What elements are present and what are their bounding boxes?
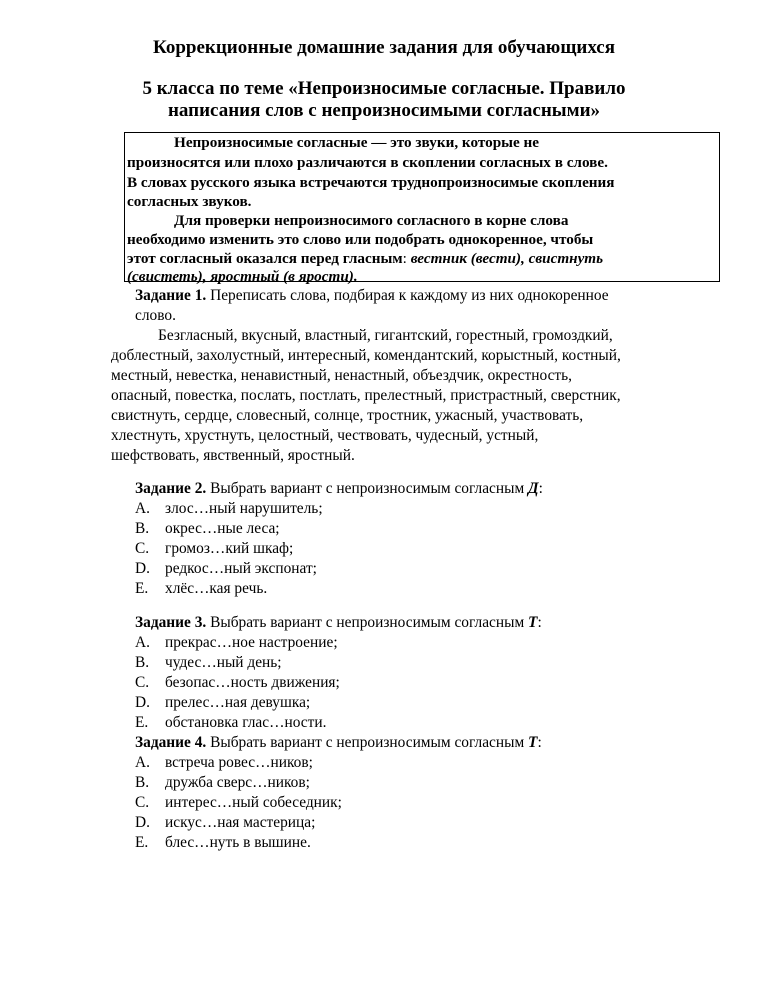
- document-title-line-3: написания слов с непроизносимыми согласными»: [167, 100, 601, 121]
- task-3-letter: Т: [528, 614, 538, 631]
- task-2-label: Задание 2.: [135, 480, 207, 497]
- rule-line-1: Непроизносимые согласные — это звуки, которые не: [174, 134, 540, 151]
- task-2-letter: Д: [528, 480, 539, 497]
- task-1-words-line-3: местный, невестка, ненавистный, ненастный, объездчик, окрестность,: [111, 367, 572, 384]
- document-page: Коррекционные домашние задания для обучающихся 5 класса по теме «Непроизносимые согласные. Правило написания слов с непроизносимыми согласными» Непроизносимые согласные — это звуки, которые не произносятся или плохо различаются в скоплении согласных в слове. В словах русского языка встречаются труднопроизносимые скопления согласных звуков. Для проверки непроизносимого согласного в корне слова необходимо изменить это слово или подобрать однокоренное, чтобы этот согласный оказался перед гласным: вестник (вести), свистнуть (свистеть), яростный (в ярости). Задание 1. Переписать слова, подбирая к каждому из них однокоренное слово. Безгласный, вкусный, властный, гигантский, горестный, громоздкий, доблестный, захолустный, интересный, комендантский, корыстный, костный, местный, невестка, ненавистный, ненастный, объездчик, окрестность, опасный, повестка, послать, постлать, прелестный, пристрастный, сверстник, свистнуть, сердце, словесный, солнце, тростник, ужасный, участвовать, хлестнуть, хрустнуть, целостный, чествовать, чудесный, устный, шефствовать, явственный, яростный. Задание 2. Выбрать вариант с непроизносимым согласным Д: A. злос…ный нарушитель; B. окрес…ные леса; C. громоз…кий шкаф; D. редкос…ный экспонат; E. хлёс…кая речь. Задание 3. Выбрать вариант с непроизносимым согласным Т: A. прекрас…ное настроение; B. чудес…ный день; C. безопас…ность движения; D. прелес…ная девушка; E. обстановка глас…ности. Задание 4. Выбрать вариант с непроизносимым согласным Т: A. встреча ровес…ников; B. дружба сверс…ников; C. интерес…ный собеседник; D. искус…ная мастерица; E. блес…нуть в вышине.: [0, 0, 768, 994]
- rule-line-2: произносятся или плохо различаются в скоплении согласных в слове.: [127, 154, 608, 171]
- document-title-line-1: Коррекционные домашние задания для обучающихся: [153, 37, 615, 58]
- rule-line-5: Для проверки непроизносимого согласного в корне слова: [174, 212, 569, 229]
- task-1-words-line-1: Безгласный, вкусный, властный, гигантский, горестный, громоздкий,: [158, 327, 613, 344]
- rule-line-8: [127, 267, 358, 286]
- task-1-words-line-6: хлестнуть, хрустнуть, целостный, чествовать, чудесный, устный,: [111, 427, 539, 444]
- rule-line-4: согласных звуков.: [127, 193, 252, 210]
- task-1-words-line-2: доблестный, захолустный, интересный, комендантский, корыстный, костный,: [111, 347, 621, 364]
- task-1-words-line-4: опасный, повестка, послать, постлать, прелестный, пристрастный, сверстник,: [111, 387, 621, 404]
- task-4-letter: Т: [528, 734, 538, 751]
- task-1-words-line-5: свистнуть, сердце, словесный, солнце, тростник, ужасный, участвовать,: [111, 407, 584, 424]
- task-4-heading: Задание 4. Выбрать вариант с непроизносимым согласным Т:: [135, 734, 542, 751]
- task-1-words-line-7: шефствовать, явственный, яростный.: [111, 447, 355, 464]
- task-2-heading: Задание 2. Выбрать вариант с непроизносимым согласным Д:: [135, 480, 543, 497]
- document-title-line-2: 5 класса по теме «Непроизносимые согласные. Правило: [142, 78, 626, 99]
- rule-line-6: необходимо изменить это слово или подобрать однокоренное, чтобы: [127, 231, 594, 248]
- rule-line-3: В словах русского языка встречаются труднопроизносимые скопления: [127, 174, 615, 191]
- task-3-label: Задание 3.: [135, 614, 207, 631]
- rule-examples-2: (свистеть), яростный (в ярости).: [127, 268, 358, 285]
- task-4-label: Задание 4.: [135, 734, 207, 751]
- rule-line-7: этот согласный оказался перед гласным: вестник (вести), свистнуть: [127, 250, 604, 267]
- task-1-heading-cont: слово.: [135, 307, 176, 324]
- task-3-heading: Задание 3. Выбрать вариант с непроизносимым согласным Т:: [135, 614, 542, 631]
- rule-examples-1: вестник (вести), свистнуть: [410, 250, 604, 267]
- task-1-label: Задание 1.: [135, 287, 207, 304]
- task-1-heading: Задание 1. Переписать слова, подбирая к каждому из них однокоренное: [135, 287, 609, 304]
